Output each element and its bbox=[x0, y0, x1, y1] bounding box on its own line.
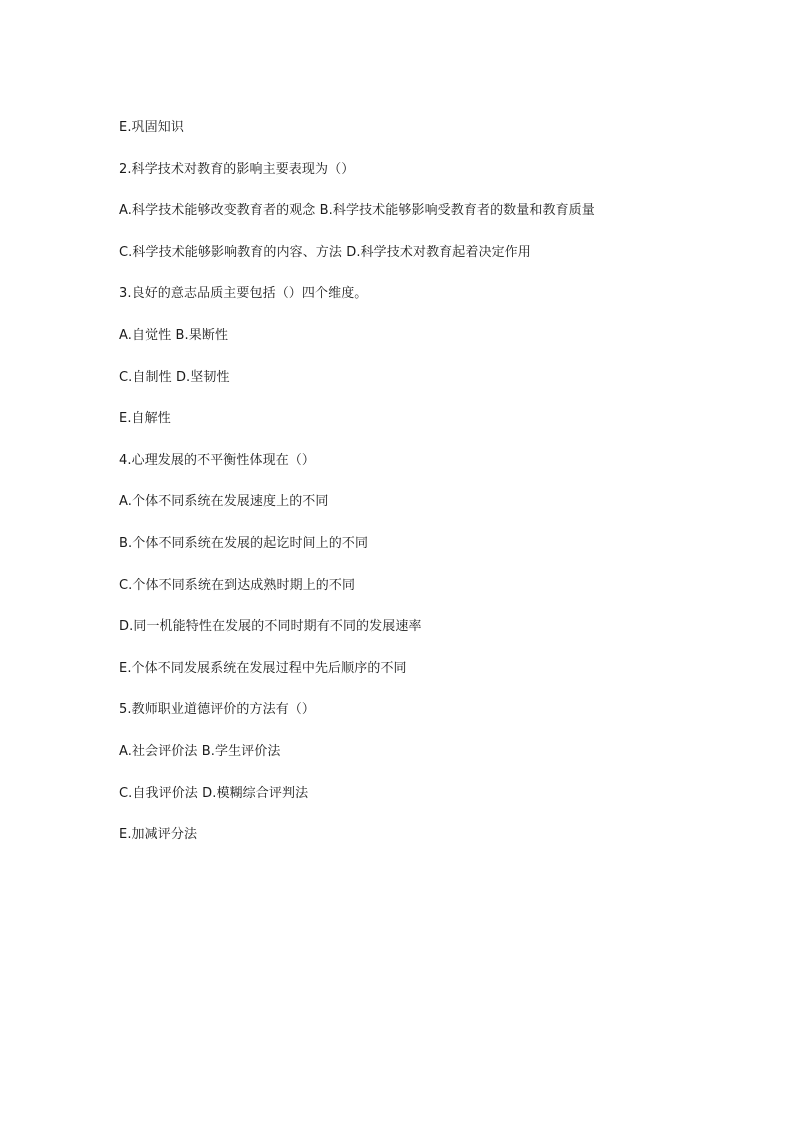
option-line: A.社会评价法 B.学生评价法 bbox=[119, 743, 281, 759]
option-line: E.个体不同发展系统在发展过程中先后顺序的不同 bbox=[119, 660, 407, 676]
option-line: E.巩固知识 bbox=[119, 120, 184, 135]
option-line: C.个体不同系统在到达成熟时期上的不同 bbox=[119, 577, 356, 593]
option-line: E.自解性 bbox=[119, 411, 171, 427]
question-line: 2.科学技术对教育的影响主要表现为（） bbox=[119, 161, 355, 177]
option-line: D.同一机能特性在发展的不同时期有不同的发展速率 bbox=[119, 619, 422, 635]
question-line: 3.良好的意志品质主要包括（）四个维度。 bbox=[119, 286, 368, 302]
option-line: E.加减评分法 bbox=[119, 827, 198, 843]
option-line: C.自制性 D.坚韧性 bbox=[119, 369, 230, 385]
option-line: A.个体不同系统在发展速度上的不同 bbox=[119, 494, 329, 510]
option-line: A.科学技术能够改变教育者的观念 B.科学技术能够影响受教育者的数量和教育质量 bbox=[119, 203, 595, 219]
document-body bbox=[119, 118, 759, 867]
option-line: C.科学技术能够影响教育的内容、方法 D.科学技术对教育起着决定作用 bbox=[119, 244, 531, 260]
question-line: 5.教师职业道德评价的方法有（） bbox=[119, 702, 316, 718]
option-line: B.个体不同系统在发展的起讫时间上的不同 bbox=[119, 535, 369, 551]
option-line: C.自我评价法 D.模糊综合评判法 bbox=[119, 785, 309, 801]
option-line: A.自觉性 B.果断性 bbox=[119, 327, 229, 343]
question-line: 4.心理发展的不平衡性体现在（） bbox=[119, 452, 316, 468]
